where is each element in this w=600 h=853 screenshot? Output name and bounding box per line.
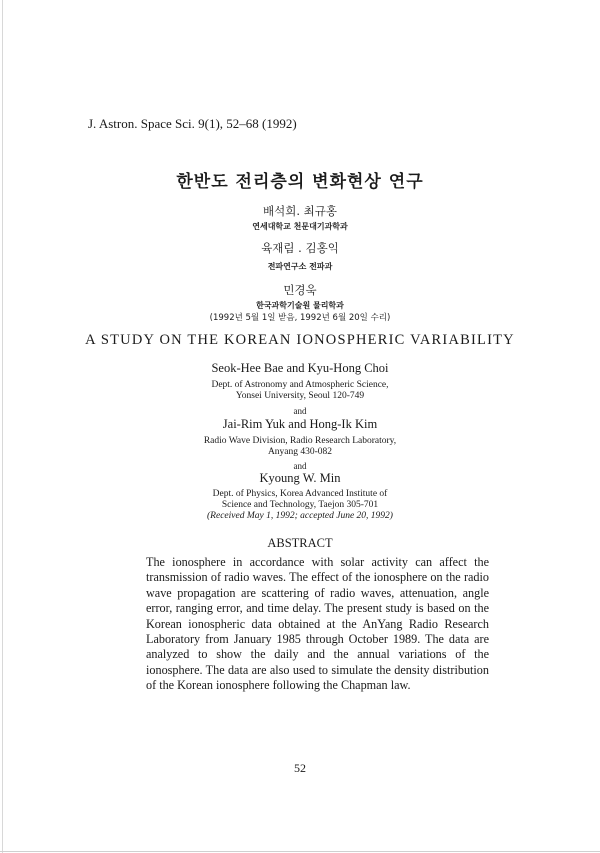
korean-authors-1: 배석희. 최규홍 bbox=[263, 204, 337, 218]
korean-affiliation-3: 한국과학기술원 물리학과 bbox=[256, 301, 344, 310]
korean-authors-3: 민경욱 bbox=[283, 283, 317, 297]
and-separator-1: and bbox=[293, 406, 307, 416]
korean-authors-2: 육재림 . 김홍익 bbox=[261, 241, 339, 255]
abstract-heading: ABSTRACT bbox=[267, 536, 333, 550]
english-authors-3: Kyoung W. Min bbox=[259, 471, 341, 485]
english-affiliation-3-line-2: Science and Technology, Taejon 305-701 bbox=[221, 500, 379, 510]
english-affiliation-1-line-2: Yonsei University, Seoul 120-749 bbox=[235, 391, 365, 401]
english-authors-2: Jai-Rim Yuk and Hong-Ik Kim bbox=[222, 417, 378, 431]
journal-reference: J. Astron. Space Sci. 9(1), 52–68 (1992) bbox=[88, 116, 297, 131]
scan-edge-bottom bbox=[0, 851, 600, 852]
english-affiliation-1-line-1: Dept. of Astronomy and Atmospheric Science, bbox=[211, 380, 389, 390]
abstract-body: The ionosphere in accordance with solar activity can affect the transmission of radio waves. The effect of the ionosphere on the radio wave propagation are scattering of radio waves, attenuation, angle error, ranging error, and time delay. The present study is based on the Korean ionospheric data obtained at the AnYang Radio Research Laboratory from January 1985 through October 1989. The data are analyzed to show the daily and the annual variations of the ionosphere. The data are also used to simulate the density distribution of the Korean ionosphere following the Chapman law. bbox=[146, 555, 489, 693]
english-affiliation-2-line-1: Radio Wave Division, Radio Research Laboratory, bbox=[203, 436, 397, 446]
korean-title: 한반도 전리층의 변화현상 연구 bbox=[176, 172, 424, 192]
page-number: 52 bbox=[294, 761, 306, 775]
english-authors-1: Seok-Hee Bae and Kyu-Hong Choi bbox=[211, 361, 389, 375]
korean-affiliation-2: 전파연구소 전파과 bbox=[267, 262, 333, 271]
english-affiliation-3-line-1: Dept. of Physics, Korea Advanced Institute of bbox=[212, 489, 388, 499]
english-affiliation-2-line-2: Anyang 430-082 bbox=[267, 447, 333, 457]
korean-received-date: (1992년 5월 1일 받음, 1992년 6월 20일 수리) bbox=[209, 313, 391, 323]
english-received-date: (Received May 1, 1992; accepted June 20, 1992) bbox=[207, 511, 393, 521]
korean-affiliation-1: 연세대학교 천문대기과학과 bbox=[252, 222, 348, 231]
english-title: A STUDY ON THE KOREAN IONOSPHERIC VARIABILITY bbox=[85, 332, 515, 348]
and-separator-2: and bbox=[293, 461, 307, 471]
